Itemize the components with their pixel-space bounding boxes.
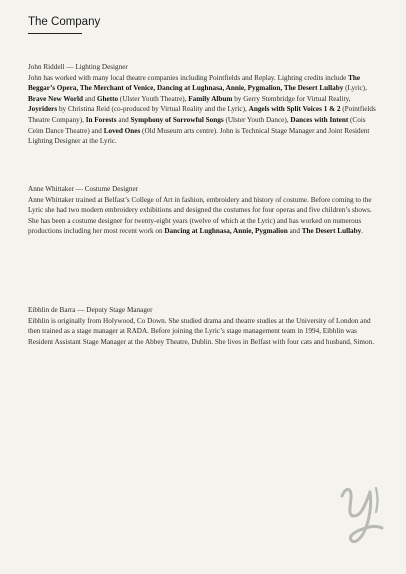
bio-john-riddell bbox=[28, 62, 378, 147]
lyric-monogram-icon bbox=[336, 482, 388, 548]
bio-heading: Eibhlin de Barra — Deputy Stage Manager bbox=[28, 306, 153, 314]
production-title: Symphony of Sorrowful Songs bbox=[130, 115, 224, 124]
production-title: Ghetto bbox=[96, 94, 119, 103]
bio-text-run: (Old Museum arts centre). John is Technical Stage Manager and Joint Resident Lighting Designer at the Lyric. bbox=[28, 126, 370, 146]
bio-eibhlin-de-barra bbox=[28, 305, 378, 347]
production-title: Dancing at Lughnasa, Annie, Pygmalion bbox=[164, 227, 288, 236]
bio-text-run: and bbox=[287, 227, 302, 236]
bio-anne-whittaker bbox=[28, 184, 378, 237]
bio-text-run: Anne Whittaker trained at Belfast’s College of Art in fashion, embroidery and history of costume. Before coming to the Lyric she had two modern embroidery exhibitions and designed the costumes for four operas and five children’s shows. She has been a costume designer for twenty-eight years (twelve of which at the Lyric) and has worked on numerous productions including her most recent work on bbox=[28, 195, 372, 236]
production-title: Loved Ones bbox=[103, 126, 141, 135]
bio-text-run: (Ulster Youth Dance), bbox=[223, 115, 291, 124]
production-title: Angels with Split Voices 1 & 2 bbox=[248, 105, 341, 114]
bio-text bbox=[28, 316, 378, 348]
bio-text bbox=[28, 195, 378, 237]
production-title: Joyriders bbox=[28, 105, 58, 114]
production-title: The Desert Lullaby bbox=[301, 227, 362, 236]
bio-text-run: by Christina Reid (co-produced by Virtual Reality and the Lyric), bbox=[57, 105, 249, 114]
bio-heading: John Riddell — Lighting Designer bbox=[28, 63, 128, 71]
production-title: Family Album bbox=[188, 94, 233, 103]
bio-text-run: (Cois Ceim Dance Theatre) and bbox=[28, 115, 366, 135]
bio-text-run: Eibhlin is originally from Holywood, Co Down. She studied drama and theatre studies at the University of London and then trained as a stage manager at RADA. Before joining the Lyric’s stage management team in 1994, Eibhlin was Resident Assistant Stage Manager at the Abbey Theatre, Dublin. She lives in Belfast with four cats and husband, Simon. bbox=[28, 316, 375, 346]
bio-text-run: (Pointfields Theatre Company), bbox=[28, 105, 376, 124]
production-title: In Forests bbox=[85, 115, 117, 124]
bio-text-run: John has worked with many local theatre companies including Pointfields and Replay. Lighting credits include bbox=[28, 73, 349, 82]
bio-text-run: by Gerry Stembridge for Virtual Reality, bbox=[232, 94, 351, 103]
bio-text-run: and bbox=[116, 115, 131, 124]
title-underline bbox=[28, 33, 82, 34]
production-title: The Beggar’s Opera, The Merchant of Venice, Dancing at Lughnasa, Annie, Pygmalion, The Desert Lullaby bbox=[28, 73, 361, 93]
page-title: The Company bbox=[28, 16, 101, 28]
bio-text-run: and bbox=[82, 94, 97, 103]
production-title: Dances with Intent bbox=[290, 115, 349, 124]
bio-text bbox=[28, 73, 378, 147]
bio-text-run: (Lyric), bbox=[343, 84, 367, 93]
bio-text-run: (Ulster Youth Theatre), bbox=[118, 94, 189, 103]
production-title: Brave New World bbox=[28, 94, 83, 103]
bio-heading: Anne Whittaker — Costume Designer bbox=[28, 185, 139, 193]
bio-text-run: . bbox=[361, 227, 364, 236]
